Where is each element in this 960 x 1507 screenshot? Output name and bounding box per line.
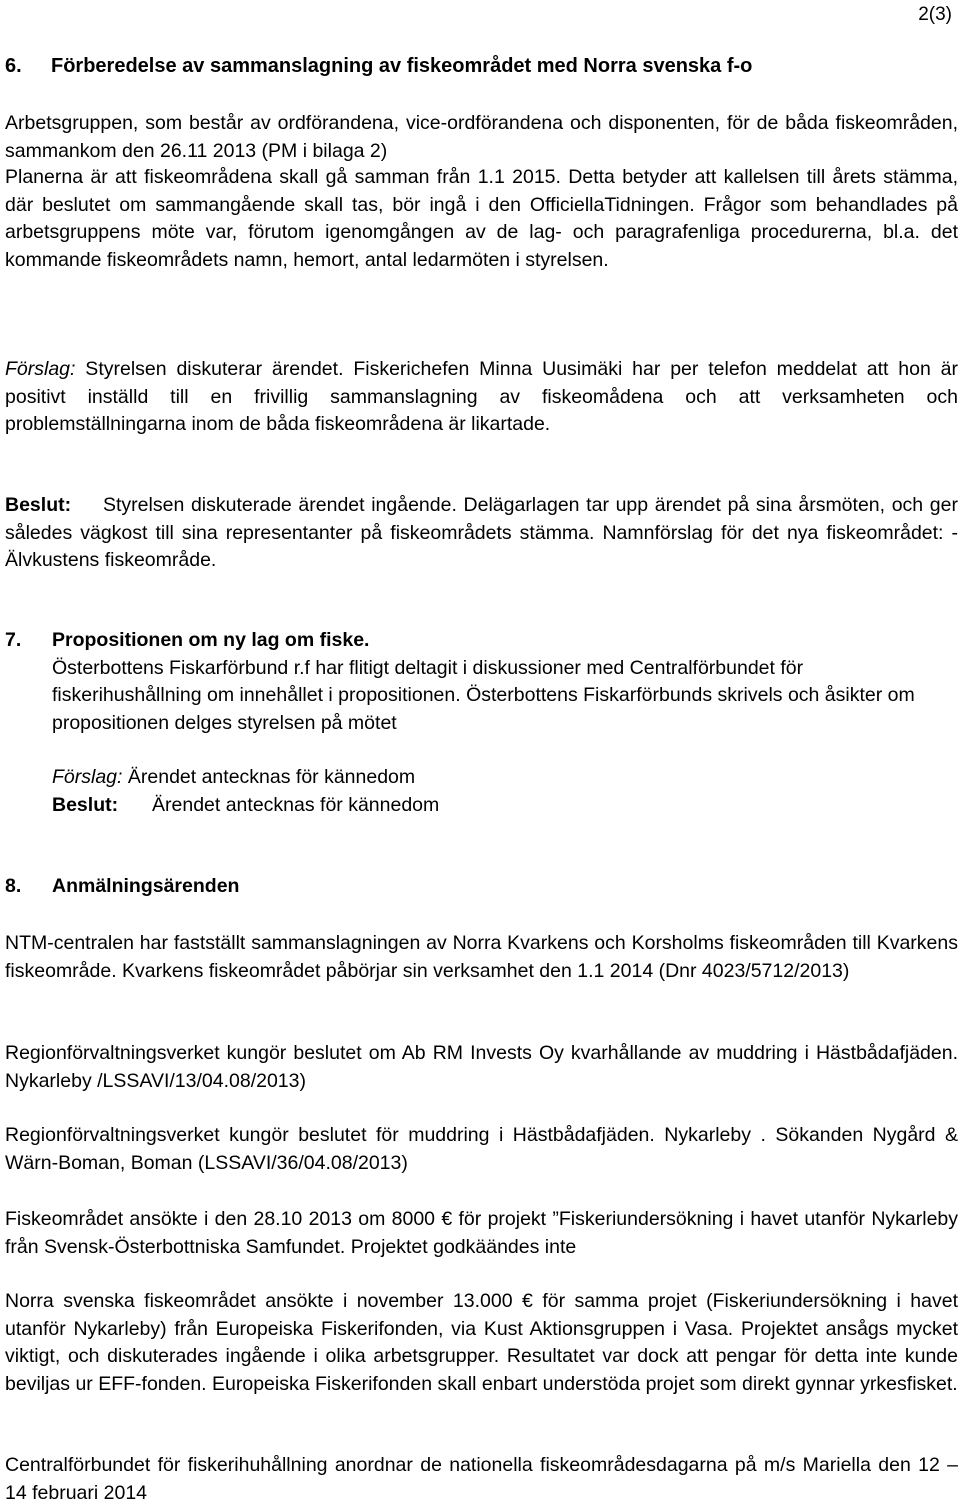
decision-text: Ärendet antecknas för kännedom — [152, 793, 440, 816]
section-7-text: Österbottens Fiskarförbund r.f har flitigt deltagit i diskussioner med Centralförbundet för fiskerihushållning om innehållet i propositionen. Österbottens Fiskarförbunds skrivels och åsikter om propositionen delges styrelsen på mötet — [52, 656, 915, 734]
section-7-proposal — [52, 764, 945, 792]
section-8-paragraph-5 — [5, 1288, 958, 1398]
section-8-paragraph-6: Centralförbundet för fiskerihuhållning anordnar de nationella fiskeområdesdagarna på m/s Mariella den 12 – 14 februari 2014 — [5, 1454, 958, 1504]
page-number: 2(3) — [918, 4, 952, 25]
section-6-number: 6. — [5, 55, 22, 77]
paragraph-5-end: för samma projet (Fiskeriundersökning i havet utanför Nykarleby) från Europeiska Fiskerifonden, via Kust Aktionsgruppen i Vasa. Projektet ansågs mycket viktigt, och diskuterades ingående i olika arbetsgrupper. Resultatet var dock att pengar för detta inte kunde beviljas ur EFF-fonden. Europeiska Fiskerifonden skall enbart understöda projet som direkt gynnar yrkesfisket. — [5, 1290, 959, 1395]
section-8-paragraph-1: NTM-centralen har fastställt sammanslagningen av Norra Kvarkens och Korsholms fiskeområden till Kvarkens fiskeområde. Kvarkens fiskeområdet påbörjar sin verksamhet den 1.1 2014 (Dnr 4023/5712/2013) — [5, 932, 958, 982]
paragraph-4-start: Fiskeområdet ansökte i den 28.10 2013 om 8000 — [5, 1208, 436, 1230]
section-8-paragraph-2: Regionförvaltningsverket kungör beslutet om Ab RM Invests Oy kvarhållande av muddring i Hästbådafjäden. Nykarleby /LSSAVI/13/04.08/2013) — [5, 1042, 958, 1092]
section-8-heading — [5, 873, 958, 901]
decision-label: Beslut: — [5, 494, 72, 516]
section-6-title: Förberedelse av sammanslagning av fiskeområdet med Norra svenska f-o — [51, 55, 753, 77]
section-7-decision — [52, 792, 945, 820]
section-7-heading — [5, 627, 945, 655]
section-8-title: Anmälningsärenden — [52, 875, 240, 897]
euro-icon: € — [441, 1208, 453, 1230]
decision-text: Styrelsen diskuterade ärendet ingående. Delägarlagen tar upp ärendet på sina årsmöten, och ger således vägkost till sina representanter på fiskeområdets stämma. Namnförslag för det nya fiskeområdet: - Älvkustens fiskeområde. — [5, 494, 958, 571]
decision-label: Beslut: — [52, 793, 119, 816]
section-6-paragraph-1: Arbetsgruppen, som består av ordförandena, vice-ordförandena och disponenten, för de båda fiskeområden, sammankom den 26.11 2013 (PM i bilaga 2) — [5, 112, 958, 162]
section-6-decision — [5, 492, 958, 575]
euro-icon: € — [522, 1290, 533, 1312]
paragraph-5-start: Norra svenska fiskeområdet ansökte i november 13.000 — [5, 1290, 513, 1312]
section-8-paragraph-3: Regionförvaltningsverket kungör beslutet för muddring i Hästbådafjäden. Nykarleby . Sökanden Nygård & Wärn-Boman, Boman (LSSAVI/36/04.08/2013) — [5, 1124, 958, 1174]
proposal-label: Förslag: — [5, 358, 76, 380]
proposal-label: Förslag: — [52, 766, 123, 788]
proposal-text: Styrelsen diskuterar ärendet. Fiskerichefen Minna Uusimäki har per telefon meddelat att hon är positivt inställd till en frivillig sammanslagning av fiskeomådena och att verksamheten och problemställningarna inom de båda fiskeområdena är likartade. — [5, 358, 958, 435]
section-7-title: Propositionen om ny lag om fiske. — [52, 629, 370, 651]
section-6-heading — [5, 52, 752, 80]
section-6-proposal — [5, 356, 958, 439]
section-7-number: 7. — [5, 629, 22, 651]
paragraph-4-end: för projekt ”Fiskeriundersökning i havet utanför Nykarleby från Svensk-Österbottniska Samfundet. Projektet godkäändes inte — [5, 1208, 959, 1258]
section-6-paragraph-2: Planerna är att fiskeområdena skall gå samman från 1.1 2015. Detta betyder att kallelsen till årets stämma, där beslutet om sammangående skall tas, bör ingå i den OfficiellaTidningen. Frågor som behandlades på arbetsgruppens möte var, förutom igenomgången av de lag- och paragrafenliga procedurerna, bl.a. det kommande fiskeområdets namn, hemort, antal ledarmöten i styrelsen. — [5, 166, 958, 271]
proposal-text: Ärendet antecknas för kännedom — [127, 766, 416, 788]
section-8-paragraph-4 — [5, 1206, 958, 1261]
section-8-number: 8. — [5, 875, 22, 897]
section-7 — [5, 627, 945, 819]
